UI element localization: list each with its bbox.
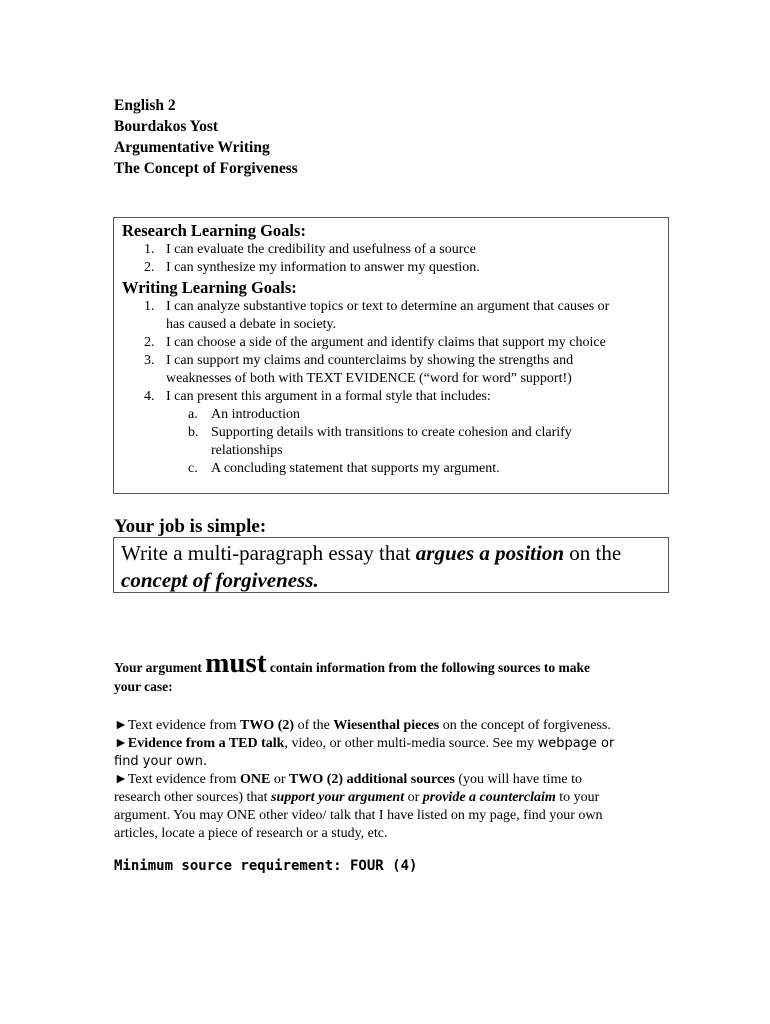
writing-subgoal-item: c. A concluding statement that supports my argument.: [188, 461, 500, 476]
writing-subgoal-item: b. Supporting details with transitions to create cohesion and clarify relationships: [188, 425, 572, 458]
job-statement-line2: concept of forgiveness.: [121, 568, 319, 592]
must-emphasis: must: [205, 647, 267, 679]
argument-intro: Your argument must contain information from the following sources to make your case:: [114, 647, 590, 694]
minimum-source-requirement: Minimum source requirement: FOUR (4): [114, 858, 418, 874]
job-title: Your job is simple:: [114, 516, 267, 537]
course-name: English 2: [114, 97, 176, 114]
writing-goal-item: 1. I can analyze substantive topics or text to determine an argument that causes or has caused a debate in society.: [144, 299, 610, 332]
topic-title: The Concept of Forgiveness: [114, 160, 298, 177]
research-goal-item: 1. I can evaluate the credibility and usefulness of a source: [144, 242, 476, 257]
writing-goal-item: 3. I can support my claims and counterclaims by showing the strengths and weaknesses of both with TEXT EVIDENCE (“word for word” support!): [144, 353, 574, 386]
research-goal-item: 2. I can synthesize my information to answer my question.: [144, 260, 480, 275]
teacher-names: Bourdakos Yost: [114, 118, 219, 135]
research-goals-heading: Research Learning Goals:: [122, 221, 306, 240]
source-item-additional: ►Text evidence from ONE or TWO (2) additional sources (you will have time to: [114, 772, 582, 787]
source-item-ted-talk: ►Evidence from a TED talk, video, or other multi-media source. See my webpage or: [114, 736, 615, 751]
source-item-wiesenthal: ►Text evidence from TWO (2) of the Wiesenthal pieces on the concept of forgiveness.: [114, 718, 611, 733]
learning-goals-box: [113, 217, 669, 494]
document-header: [114, 95, 298, 179]
writing-goal-item: 2. I can choose a side of the argument and identify claims that support my choice: [144, 335, 606, 350]
writing-goals-heading: Writing Learning Goals:: [122, 278, 297, 297]
writing-goal-item: 4. I can present this argument in a formal style that includes:: [144, 389, 491, 404]
source-requirements: ►Text evidence from TWO (2) of the Wiesenthal pieces on the concept of forgiveness. ►Evidence from a TED talk, video, or other multi-media source. See my webpage or find your own. ►Text evidence from ONE or TWO (2) additional sources (you will have time to research other sources) that support your argument or provide a counterclaim to your argument. You may ONE other video/ talk that I have listed on my page, find your own articles, locate a piece of research or a study, etc.: [114, 717, 659, 843]
unit-title: Argumentative Writing: [114, 139, 270, 156]
webpage-link[interactable]: webpage or: [537, 736, 615, 751]
job-statement-box: [113, 537, 669, 593]
job-statement-line1: Write a multi-paragraph essay that argues a position on the: [121, 541, 622, 565]
writing-subgoal-item: a. An introduction: [188, 407, 301, 422]
